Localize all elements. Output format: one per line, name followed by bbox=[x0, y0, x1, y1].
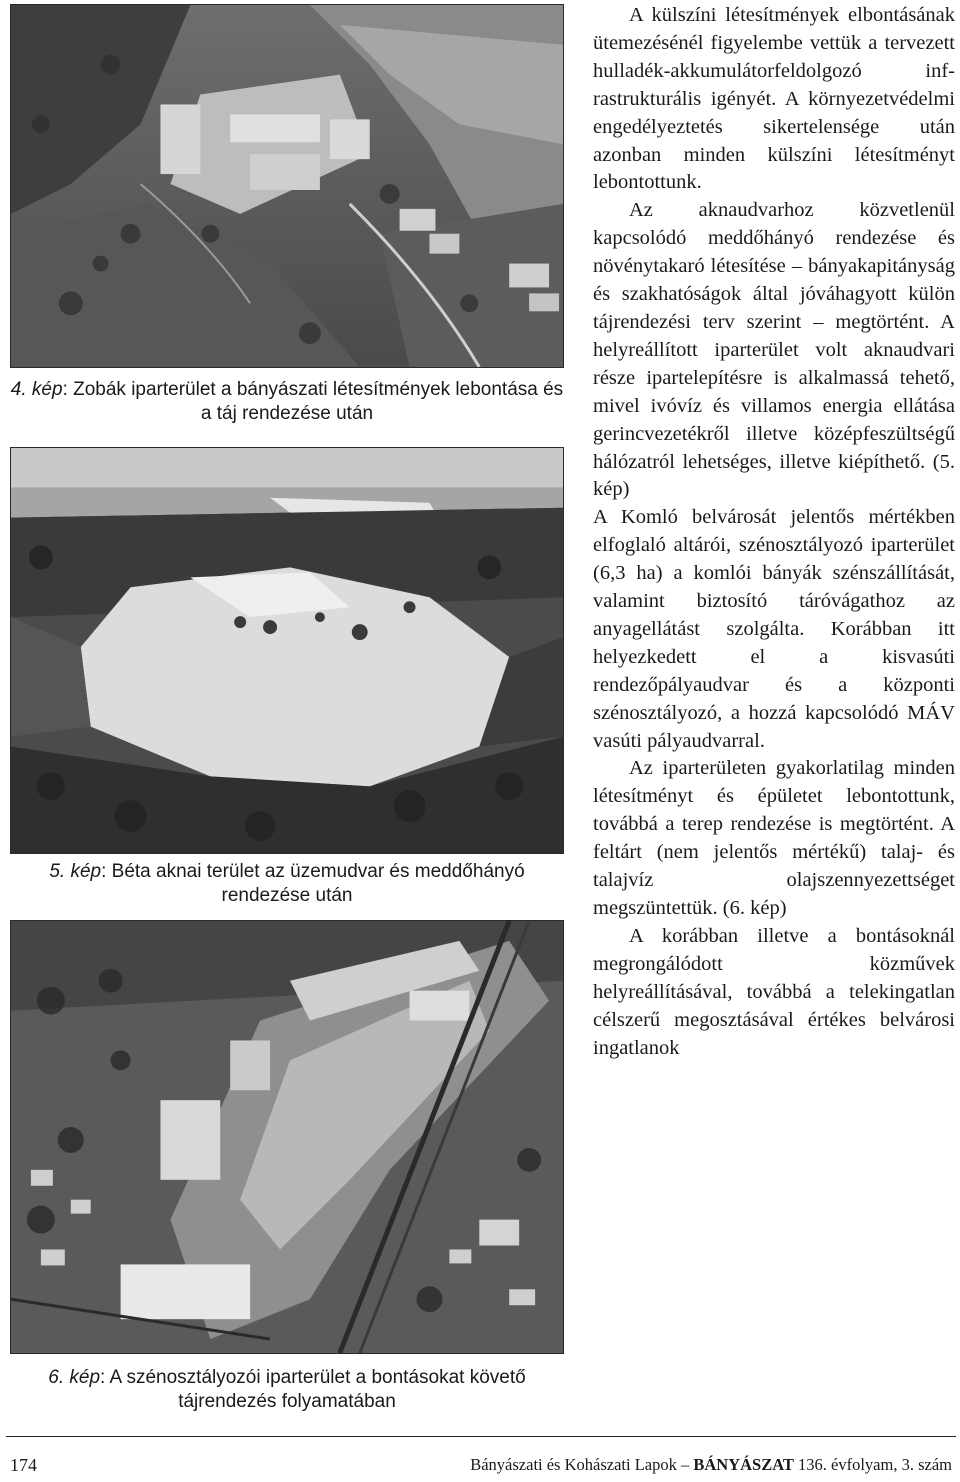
figure-5-caption-text: : Béta aknai terület az üzemudvar és meddőhányó rendezése után bbox=[101, 861, 525, 906]
figure-5-photo bbox=[10, 447, 564, 854]
body-paragraph: A külszíni létesítmények elbontásának ütemezésénél figyelembe vettük a tervezett hulladék-akkumulátorfeldolgozó infrastrukturális igényét. A környezetvédelmi engedélyeztetés sikertelensége után azonban minden külszíni létesítményt lebontottunk. bbox=[593, 4, 955, 194]
body-paragraph: A korábban illetve a bontásoknál megrongálódott közművek helyreállításával, továbbá a telekingatlan célszerű megosztásával értékes belvárosi ingatlanok bbox=[593, 924, 955, 1059]
body-text-column bbox=[593, 2, 955, 1062]
body-paragraph: A Komló belvárosát jelentős mértékben elfoglaló altárói, szénosztályozó iparterület (6,3 ha) a komlói bányák szénszállítását, valamint biztosító táróvágathoz az anyagellátást szolgálta. Korábban itt helyezkedett el a kisvasúti rendezőpályaudvar és a központi szénosztályozó, a hozzá kapcsolódó MÁV vasúti pályaudvarral. bbox=[593, 506, 955, 752]
journal-prefix: Bányászati és Kohászati Lapok – bbox=[470, 1455, 694, 1474]
figure-4-caption bbox=[10, 378, 564, 426]
journal-footer bbox=[470, 1454, 952, 1476]
figure-4-photo bbox=[10, 4, 564, 368]
figure-4-caption-text: : Zobák iparterület a bányászati létesítmények lebontása és a táj rendezése után bbox=[62, 379, 564, 424]
figure-6-label: 6. kép bbox=[48, 1367, 101, 1388]
journal-issue: 136. évfolyam, 3. szám bbox=[793, 1455, 952, 1474]
journal-name: BÁNYÁSZAT bbox=[693, 1455, 794, 1474]
footer-rule bbox=[6, 1436, 956, 1437]
figure-4-label: 4. kép bbox=[10, 379, 63, 400]
figure-5-label: 5. kép bbox=[49, 861, 102, 882]
figure-6-caption bbox=[10, 1366, 564, 1414]
figure-5-caption bbox=[10, 860, 564, 908]
body-paragraph: Az aknaudvarhoz közvetlenül kapcsolódó meddőhányó rendezése és növénytakaró létesítése – bányakapitányság és szakhatóságok által jóváhagyott külön tájrendezési terv szerint – megtörtént. A helyreállított iparterület volt aknaudvari része ipartelepítésre is alkalmassá tehető, mivel ivóvíz és villamos energia ellátása gerincvezetékről illetve középfeszültségű hálózatról lehetséges, illetve kiépíthető. (5. kép) bbox=[593, 199, 955, 501]
page-number: 174 bbox=[10, 1455, 37, 1475]
body-paragraph: Az iparterületen gyakorlatilag minden létesítményt és épületet lebontottunk, továbbá a terep rendezése is megtörtént. A feltárt (nem jelentős mértékű) talaj- és talajvíz olajszennyezettséget megszüntettük. (6. kép) bbox=[593, 757, 955, 919]
figure-6-caption-text: : A szénosztályozói iparterület a bontásokat követő tájrendezés folyamatában bbox=[100, 1367, 526, 1412]
figure-6-photo bbox=[10, 920, 564, 1354]
